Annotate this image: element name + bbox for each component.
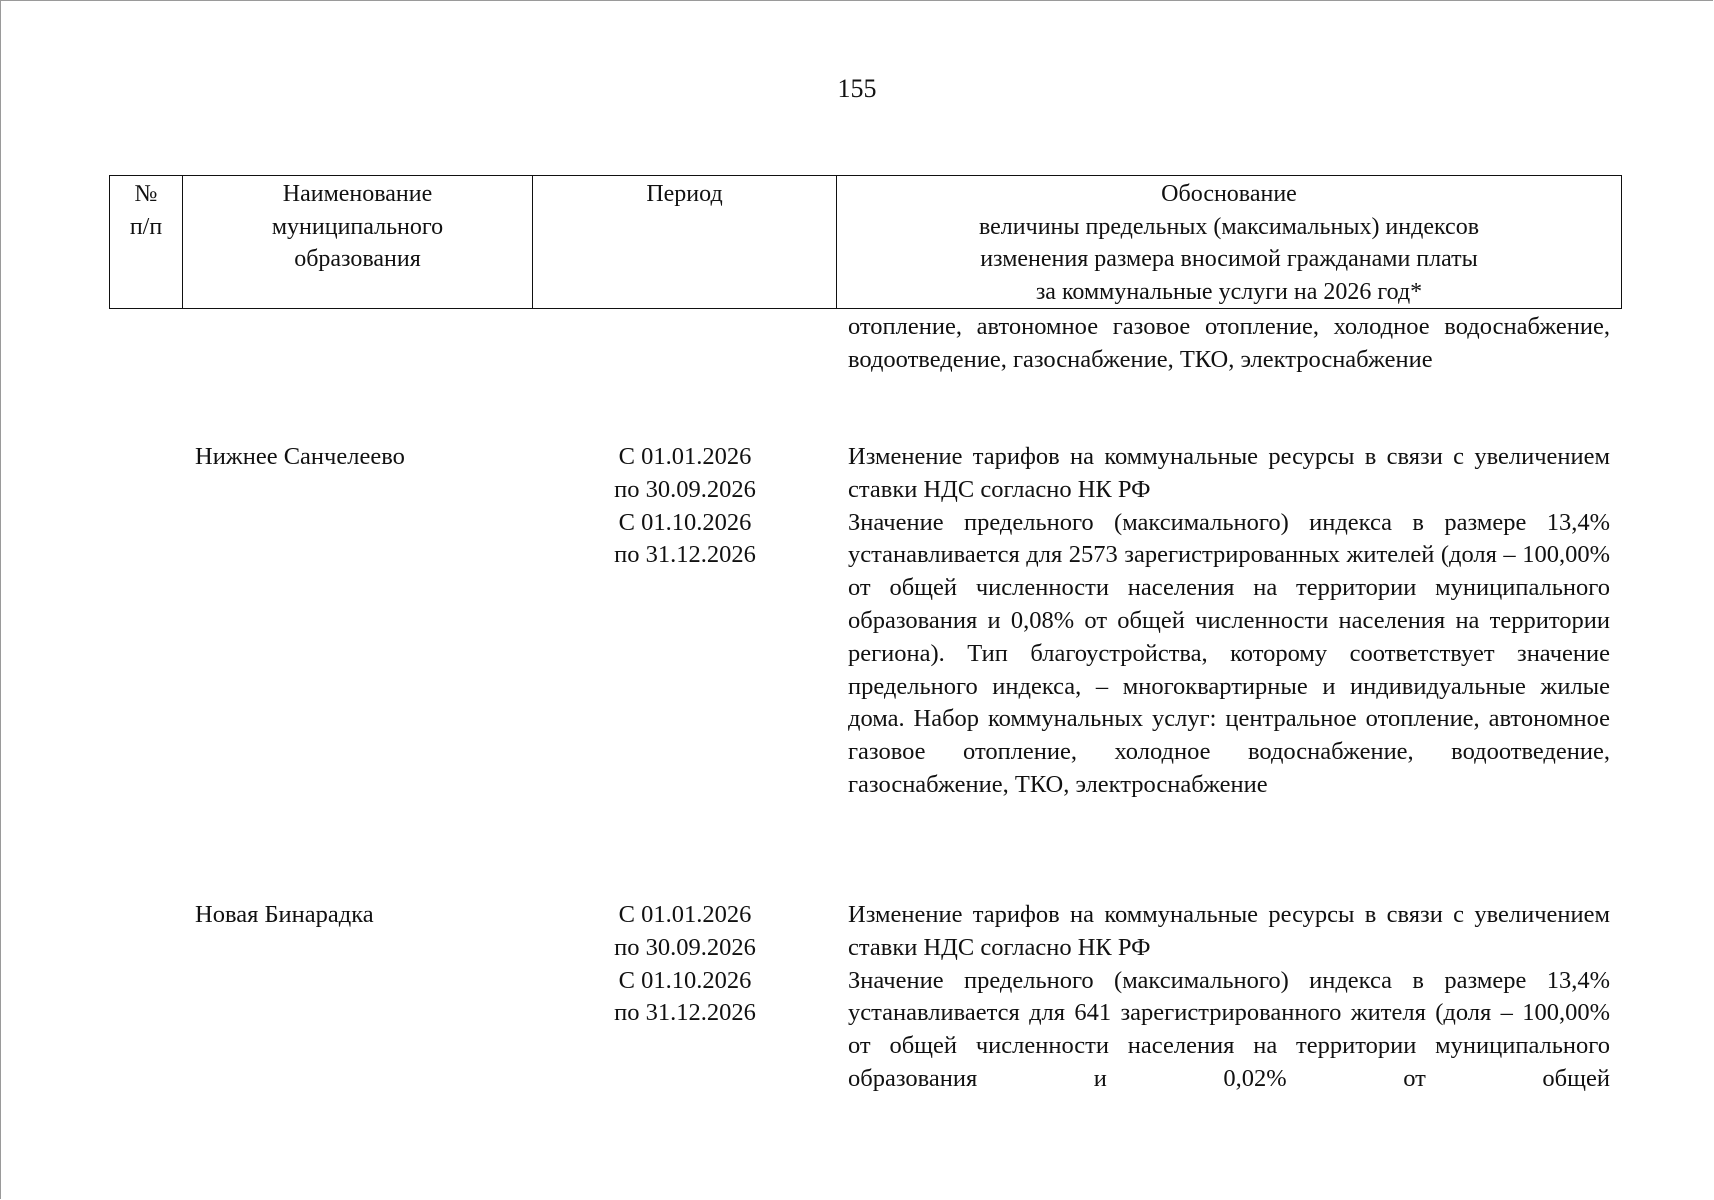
table-header — [109, 175, 1622, 309]
page-number: 155 — [837, 74, 877, 103]
period-line: по 30.09.2026 — [614, 475, 756, 503]
header-number-line: п/п — [129, 213, 163, 240]
header-period-cell — [533, 176, 837, 309]
header-basis-line: за коммунальные услуги на 2026 год* — [1035, 278, 1423, 305]
header-basis-line: изменения размера вносимой гражданами платы — [980, 246, 1478, 272]
period-cell — [570, 899, 800, 1030]
period-line: С 01.01.2026 — [618, 443, 752, 470]
continuation-paragraph: отопление, автономное газовое отопление, холодное водоснабжение, водоотведение, газоснабжение, ТКО, электроснабжение — [848, 313, 1610, 373]
header-name-line: муниципального — [271, 213, 444, 240]
header-number-cell — [110, 176, 183, 309]
municipality-name: Нижнее Санчелеево — [195, 443, 405, 470]
continuation-text-block — [848, 311, 1610, 377]
basis-paragraph: Значение предельного (максимального) индекса в размере 13,4% устанавливается для 641 зарегистрированного жителя (доля – 100,00% от общей численности населения на территории муниципального образования и 0,02% от общей — [848, 966, 1610, 1092]
period-line: по 31.12.2026 — [614, 541, 756, 569]
basis-paragraph: Изменение тарифов на коммунальные ресурсы в связи с увеличением ставки НДС согласно НК РФ — [848, 901, 1610, 961]
period-cell — [570, 441, 800, 572]
period-line: по 30.09.2026 — [614, 933, 756, 961]
header-basis-cell — [837, 176, 1622, 309]
header-period-line: Период — [646, 181, 723, 207]
header-name-line: образования — [294, 246, 421, 272]
header-name-line: Наименование — [282, 181, 433, 207]
basis-paragraph: Изменение тарифов на коммунальные ресурсы в связи с увеличением ставки НДС согласно НК РФ — [848, 443, 1610, 503]
header-basis-line: величины предельных (максимальных) индексов — [978, 213, 1480, 240]
basis-cell — [848, 441, 1610, 802]
table-header-row — [110, 176, 1622, 309]
period-line: С 01.10.2026 — [618, 966, 752, 994]
period-line: по 31.12.2026 — [614, 999, 756, 1027]
header-number-line: № — [134, 181, 158, 207]
basis-paragraph: Значение предельного (максимального) индекса в размере 13,4% устанавливается для 2573 зарегистрированных жителей (доля – 100,00% от общей численности населения на территории муниципального образования и 0,08% от общей численности населения на территории региона). Тип благоустройства, которому соответствует значение предельного индекса, – многоквартирные и индивидуальные жилые дома. Набор коммунальных услуг: центральное отопление, автономное газовое отопление, холодное водоснабжение, водоотведение, газоснабжение, ТКО, электроснабжение — [848, 508, 1610, 798]
period-line: С 01.10.2026 — [618, 508, 752, 536]
municipality-name: Новая Бинарадка — [195, 901, 374, 928]
header-basis-line: Обоснование — [1161, 181, 1297, 207]
header-name-cell — [183, 176, 533, 309]
period-line: С 01.01.2026 — [618, 901, 752, 928]
basis-cell — [848, 899, 1610, 1096]
